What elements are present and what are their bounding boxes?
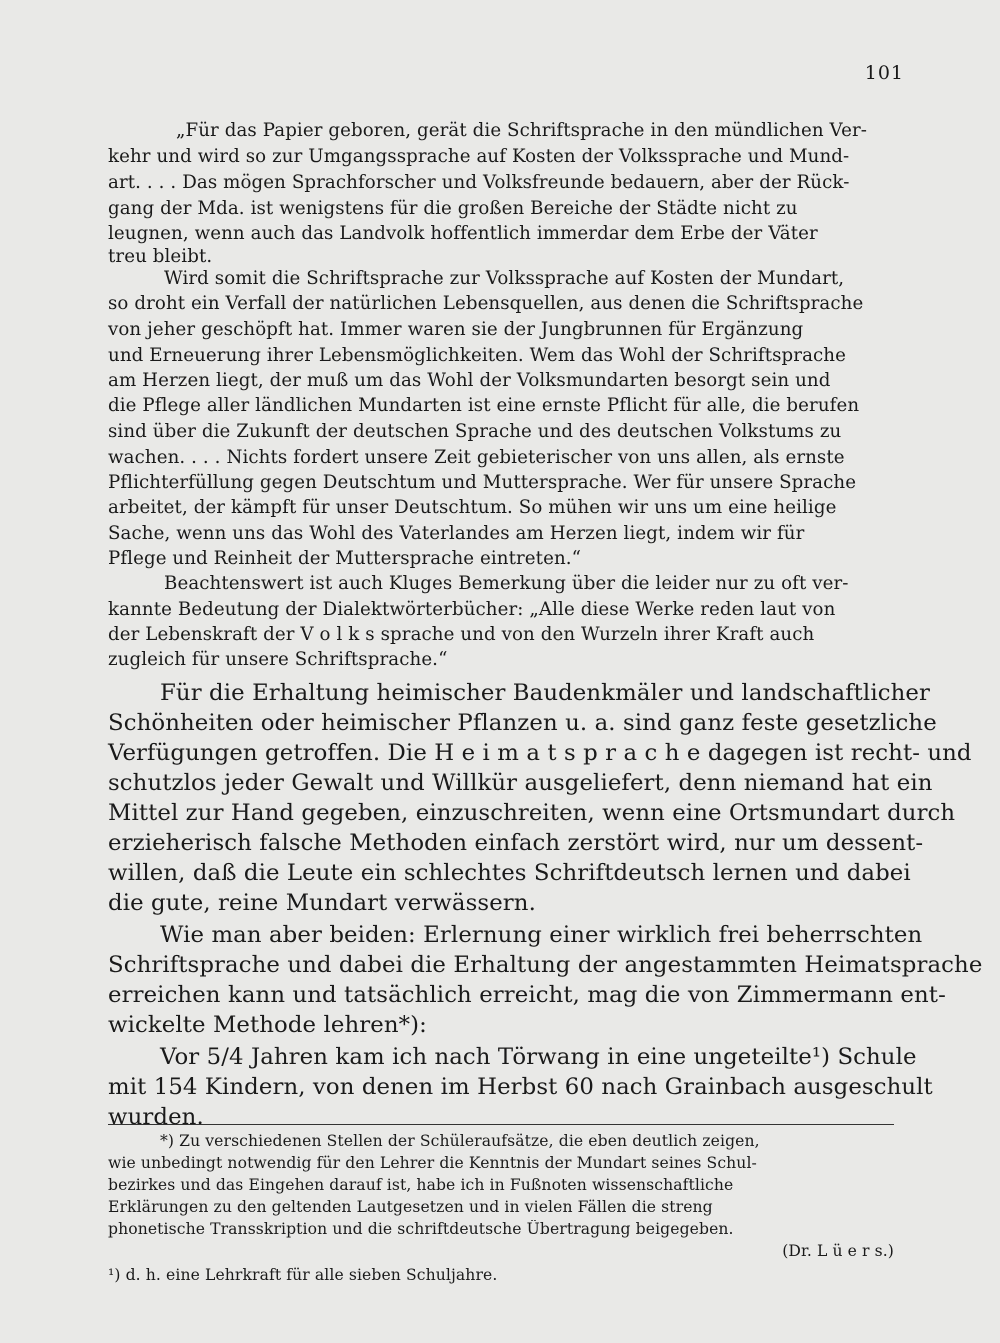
body-line: erreichen kann und tatsächlich erreicht, mag die von Zimmermann ent- [108, 982, 946, 1008]
footnote-line: phonetische Transskription und die schriftdeutsche Übertragung beigegeben. [108, 1220, 734, 1238]
quote-line: am Herzen liegt, der muß um das Wohl der Volksmundarten besorgt sein und [108, 370, 831, 391]
footnote-line: bezirkes und das Eingehen darauf ist, habe ich in Fußnoten wissenschaftliche [108, 1176, 734, 1194]
quote-line: treu bleibt. [108, 246, 213, 267]
footnote-attribution: (Dr. L ü e r s.) [782, 1242, 894, 1260]
footnote-line: Erklärungen zu den geltenden Lautgesetzen und in vielen Fällen die streng [108, 1198, 713, 1216]
body-line: wurden. [108, 1104, 204, 1130]
footnote-line: ¹) d. h. eine Lehrkraft für alle sieben Schuljahre. [108, 1266, 498, 1284]
quote-line: Pflichterfüllung gegen Deutschtum und Muttersprache. Wer für unsere Sprache [108, 472, 857, 493]
body-line: Für die Erhaltung heimischer Baudenkmäler und landschaftlicher [160, 680, 930, 706]
body-line: willen, daß die Leute ein schlechtes Schriftdeutsch lernen und dabei [108, 860, 911, 886]
quote-line: Wird somit die Schriftsprache zur Volkssprache auf Kosten der Mundart, [164, 268, 845, 289]
quote-line: kehr und wird so zur Umgangssprache auf Kosten der Volkssprache und Mund- [108, 146, 850, 167]
quote-line: von jeher geschöpft hat. Immer waren sie der Jungbrunnen für Ergänzung [108, 319, 804, 340]
body-line: die gute, reine Mundart verwässern. [108, 890, 536, 916]
body-line: Verfügungen getroffen. Die H e i m a t s p r a c h e dagegen ist recht- und [108, 740, 972, 766]
body-line: Wie man aber beiden: Erlernung einer wirklich frei beherrschten [160, 922, 923, 948]
body-line: schutzlos jeder Gewalt und Willkür ausgeliefert, denn niemand hat ein [108, 770, 933, 796]
quote-line: leugnen, wenn auch das Landvolk hoffentlich immerdar dem Erbe der Väter [108, 223, 818, 244]
quote-line: zugleich für unsere Schriftsprache.“ [108, 649, 448, 670]
quote-line: art. . . . Das mögen Sprachforscher und Volksfreunde bedauern, aber der Rück- [108, 172, 850, 193]
body-line: Schönheiten oder heimischer Pflanzen u. a. sind ganz feste gesetzliche [108, 710, 937, 736]
body-line: erzieherisch falsche Methoden einfach zerstört wird, nur um dessent- [108, 830, 924, 856]
quote-line: Sache, wenn uns das Wohl des Vaterlandes am Herzen liegt, indem wir für [108, 523, 805, 544]
footnote-rule [108, 1124, 894, 1125]
quote-line: gang der Mda. ist wenigstens für die großen Bereiche der Städte nicht zu [108, 198, 798, 219]
quote-line: sind über die Zukunft der deutschen Sprache und des deutschen Volkstums zu [108, 421, 842, 442]
quote-line: „Für das Papier geboren, gerät die Schriftsprache in den mündlichen Ver- [176, 120, 868, 141]
footnote-line: *) Zu verschiedenen Stellen der Schüleraufsätze, die eben deutlich zeigen, [160, 1132, 760, 1150]
body-line: wickelte Methode lehren*): [108, 1012, 427, 1038]
quote-line: so droht ein Verfall der natürlichen Lebensquellen, aus denen die Schriftsprache [108, 293, 864, 314]
body-line: Schriftsprache und dabei die Erhaltung der angestammten Heimatsprache [108, 952, 983, 978]
page-number: 101 [864, 62, 904, 84]
quote-line: der Lebenskraft der V o l k s sprache und von den Wurzeln ihrer Kraft auch [108, 624, 815, 645]
quote-line: Beachtenswert ist auch Kluges Bemerkung über die leider nur zu oft ver- [164, 573, 849, 594]
quote-line: kannte Bedeutung der Dialektwörterbücher: „Alle diese Werke reden laut von [108, 599, 836, 620]
quote-line: und Erneuerung ihrer Lebensmöglichkeiten. Wem das Wohl der Schriftsprache [108, 345, 846, 366]
body-line: Vor 5/4 Jahren kam ich nach Törwang in eine ungeteilte¹) Schule [160, 1044, 917, 1070]
quote-line: die Pflege aller ländlichen Mundarten ist eine ernste Pflicht für alle, die berufen [108, 395, 860, 416]
quote-line: arbeitet, der kämpft für unser Deutschtum. So mühen wir uns um eine heilige [108, 497, 837, 518]
body-line: Mittel zur Hand gegeben, einzuschreiten, wenn eine Ortsmundart durch [108, 800, 956, 826]
body-line: mit 154 Kindern, von denen im Herbst 60 nach Grainbach ausgeschult [108, 1074, 933, 1100]
quote-line: wachen. . . . Nichts fordert unsere Zeit gebieterischer von uns allen, als ernste [108, 447, 845, 468]
footnote-line: wie unbedingt notwendig für den Lehrer die Kenntnis der Mundart seines Schul- [108, 1154, 757, 1172]
quote-line: Pflege und Reinheit der Muttersprache eintreten.“ [108, 548, 582, 569]
